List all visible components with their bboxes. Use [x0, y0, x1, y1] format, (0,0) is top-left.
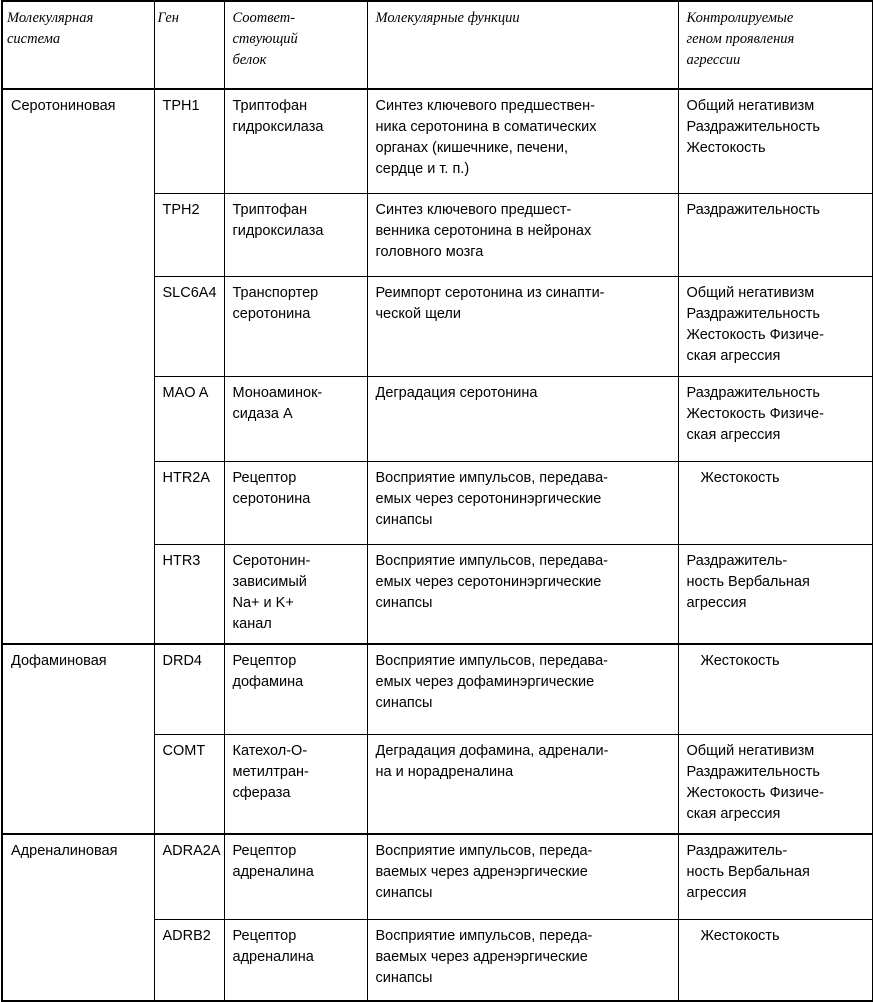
- cell-aggression-traits: [678, 89, 873, 193]
- protein-line1: Рецептор: [232, 927, 297, 944]
- traits-line1: Раздражительность: [686, 384, 820, 401]
- cell-molecular-system: [2, 644, 154, 834]
- cell-protein: [224, 834, 367, 919]
- cell-gene: TPH2: [154, 193, 224, 276]
- column-header-protein-line1: Соответ-: [232, 10, 296, 26]
- cell-gene: COMT: [154, 734, 224, 834]
- protein-line2: гидроксилаза: [232, 119, 324, 136]
- traits-line4: ская агрессия: [686, 347, 781, 364]
- protein-line2: гидроксилаза: [232, 222, 324, 239]
- function-line1: Реимпорт серотонина из синапти-: [375, 284, 605, 301]
- cell-aggression-traits: [678, 644, 873, 734]
- protein-line1: Катехол-О-: [232, 742, 308, 759]
- table-row: [2, 644, 873, 734]
- function-line2: на и норадреналина: [375, 763, 514, 780]
- traits-line2: Жестокость Физиче-: [686, 405, 824, 422]
- cell-aggression-traits: [678, 461, 873, 544]
- protein-line1: Рецептор: [232, 469, 297, 486]
- function-line2: венника серотонина в нейронах: [375, 222, 592, 239]
- cell-protein: [224, 276, 367, 376]
- header-row: [2, 1, 873, 89]
- function-line2: ваемых через адренэргические: [375, 948, 588, 965]
- table-row: [2, 834, 873, 919]
- cell-gene: TPH1: [154, 89, 224, 193]
- function-line2: ческой щели: [375, 305, 461, 322]
- traits-line1: Раздражитель-: [686, 552, 788, 569]
- molecular-system-label: Дофаминовая: [11, 653, 107, 669]
- cell-molecular-function: [367, 644, 678, 734]
- cell-molecular-function: [367, 193, 678, 276]
- column-header-traits-line3: агрессии: [686, 52, 741, 69]
- cell-aggression-traits: [678, 734, 873, 834]
- cell-gene: ADRB2: [154, 919, 224, 1001]
- cell-molecular-system: [2, 89, 154, 644]
- molecular-system-label: Адреналиновая: [11, 843, 118, 859]
- cell-aggression-traits: [678, 376, 873, 461]
- traits-line3: ская агрессия: [686, 426, 781, 443]
- traits-line3: Жестокость Физиче-: [686, 326, 824, 343]
- column-header-function-line1: Молекулярные функции: [375, 10, 520, 26]
- cell-molecular-system: [2, 834, 154, 1001]
- function-line1: Восприятие импульсов, передава-: [375, 653, 608, 669]
- traits-line1: Жестокость: [700, 653, 780, 669]
- function-line1: Восприятие импульсов, переда-: [375, 843, 593, 859]
- function-line2: ника серотонина в соматических: [375, 119, 597, 136]
- column-header-protein-line2: ствующий: [232, 31, 298, 48]
- cell-protein: [224, 644, 367, 734]
- function-line1: Восприятие импульсов, передава-: [375, 552, 608, 569]
- function-line2: ваемых через адренэргические: [375, 864, 588, 881]
- traits-line1: Жестокость: [700, 469, 780, 486]
- function-line1: Восприятие импульсов, передава-: [375, 469, 608, 486]
- traits-line2: Раздражительность: [686, 763, 820, 780]
- function-line1: Деградация дофамина, адренали-: [375, 742, 609, 759]
- function-line1: Синтез ключевого предшествен-: [375, 98, 595, 114]
- function-line1: Восприятие импульсов, переда-: [375, 927, 593, 944]
- cell-gene: HTR2A: [154, 461, 224, 544]
- function-line3: синапсы: [375, 885, 433, 902]
- traits-line1: Общий негативизм: [686, 98, 815, 114]
- cell-gene: MAO A: [154, 376, 224, 461]
- column-header-gene: [154, 1, 224, 89]
- cell-protein: [224, 89, 367, 193]
- cell-gene: SLC6A4: [154, 276, 224, 376]
- column-header-system-line1: Молекулярная: [7, 10, 94, 26]
- cell-aggression-traits: [678, 544, 873, 644]
- protein-line3: Na+ и K+: [232, 594, 294, 611]
- cell-molecular-function: [367, 461, 678, 544]
- function-line3: органах (кишечнике, печени,: [375, 140, 568, 157]
- column-header-function: [367, 1, 678, 89]
- column-header-gene-line1: Ген: [157, 10, 179, 26]
- cell-molecular-function: [367, 919, 678, 1001]
- column-header-traits-line2: геном проявления: [686, 31, 795, 48]
- traits-line4: ская агрессия: [686, 805, 781, 822]
- cell-molecular-function: [367, 734, 678, 834]
- protein-line2: метилтран-: [232, 763, 309, 780]
- column-header-protein-line3: белок: [232, 52, 267, 69]
- traits-line1: Раздражительность: [686, 201, 820, 218]
- cell-aggression-traits: [678, 276, 873, 376]
- column-header-traits-line1: Контролируемые: [686, 10, 794, 26]
- cell-gene: HTR3: [154, 544, 224, 644]
- traits-line3: агрессия: [686, 594, 747, 611]
- cell-protein: [224, 461, 367, 544]
- table-row: [2, 89, 873, 193]
- column-header-traits: [678, 1, 873, 89]
- column-header-system-line2: система: [7, 31, 61, 48]
- function-line3: головного мозга: [375, 243, 484, 260]
- traits-line1: Жестокость: [700, 927, 780, 944]
- protein-line4: канал: [232, 615, 272, 632]
- protein-line1: Триптофан: [232, 98, 308, 114]
- function-line4: сердце и т. п.): [375, 161, 470, 178]
- cell-protein: [224, 544, 367, 644]
- traits-line1: Раздражитель-: [686, 843, 788, 859]
- protein-line2: серотонина: [232, 490, 311, 507]
- protein-line1: Рецептор: [232, 653, 297, 669]
- function-line3: синапсы: [375, 511, 433, 528]
- traits-line2: ность Вербальная: [686, 864, 810, 881]
- protein-line2: сидаза А: [232, 405, 293, 422]
- protein-line1: Триптофан: [232, 201, 308, 218]
- gene-aggression-table: [1, 0, 873, 1002]
- function-line2: емых через дофаминэргические: [375, 674, 595, 691]
- function-line3: синапсы: [375, 594, 433, 611]
- cell-gene: ADRA2A: [154, 834, 224, 919]
- cell-protein: [224, 376, 367, 461]
- cell-protein: [224, 919, 367, 1001]
- cell-aggression-traits: [678, 193, 873, 276]
- cell-aggression-traits: [678, 834, 873, 919]
- cell-gene: DRD4: [154, 644, 224, 734]
- traits-line2: Раздражительность: [686, 305, 820, 322]
- cell-molecular-function: [367, 376, 678, 461]
- table-body: [2, 89, 873, 1001]
- traits-line3: Жестокость: [686, 140, 766, 157]
- cell-aggression-traits: [678, 919, 873, 1001]
- function-line2: емых через серотонинэргические: [375, 490, 602, 507]
- traits-line3: Жестокость Физиче-: [686, 784, 824, 801]
- function-line1: Синтез ключевого предшест-: [375, 201, 572, 218]
- function-line3: синапсы: [375, 695, 433, 712]
- table-header: [2, 1, 873, 89]
- protein-line1: Рецептор: [232, 843, 297, 859]
- function-line2: емых через серотонинэргические: [375, 573, 602, 590]
- traits-line2: ность Вербальная: [686, 573, 810, 590]
- function-line1: Деградация серотонина: [375, 384, 538, 401]
- protein-line2: адреналина: [232, 948, 314, 965]
- cell-molecular-function: [367, 89, 678, 193]
- cell-molecular-function: [367, 276, 678, 376]
- protein-line2: адреналина: [232, 864, 314, 881]
- traits-line1: Общий негативизм: [686, 742, 815, 759]
- traits-line3: агрессия: [686, 885, 747, 902]
- protein-line2: серотонина: [232, 305, 311, 322]
- traits-line1: Общий негативизм: [686, 284, 815, 301]
- cell-molecular-function: [367, 544, 678, 644]
- column-header-protein: [224, 1, 367, 89]
- protein-line1: Моноаминок-: [232, 384, 323, 401]
- traits-line2: Раздражительность: [686, 119, 820, 136]
- cell-molecular-function: [367, 834, 678, 919]
- protein-line1: Транспортер: [232, 284, 319, 301]
- cell-protein: [224, 734, 367, 834]
- molecular-system-label: Серотониновая: [11, 98, 116, 114]
- column-header-system: [2, 1, 154, 89]
- protein-line2: зависимый: [232, 573, 307, 590]
- protein-line2: дофамина: [232, 674, 304, 691]
- protein-line3: сфераза: [232, 784, 291, 801]
- cell-protein: [224, 193, 367, 276]
- function-line3: синапсы: [375, 969, 433, 986]
- protein-line1: Серотонин-: [232, 552, 311, 569]
